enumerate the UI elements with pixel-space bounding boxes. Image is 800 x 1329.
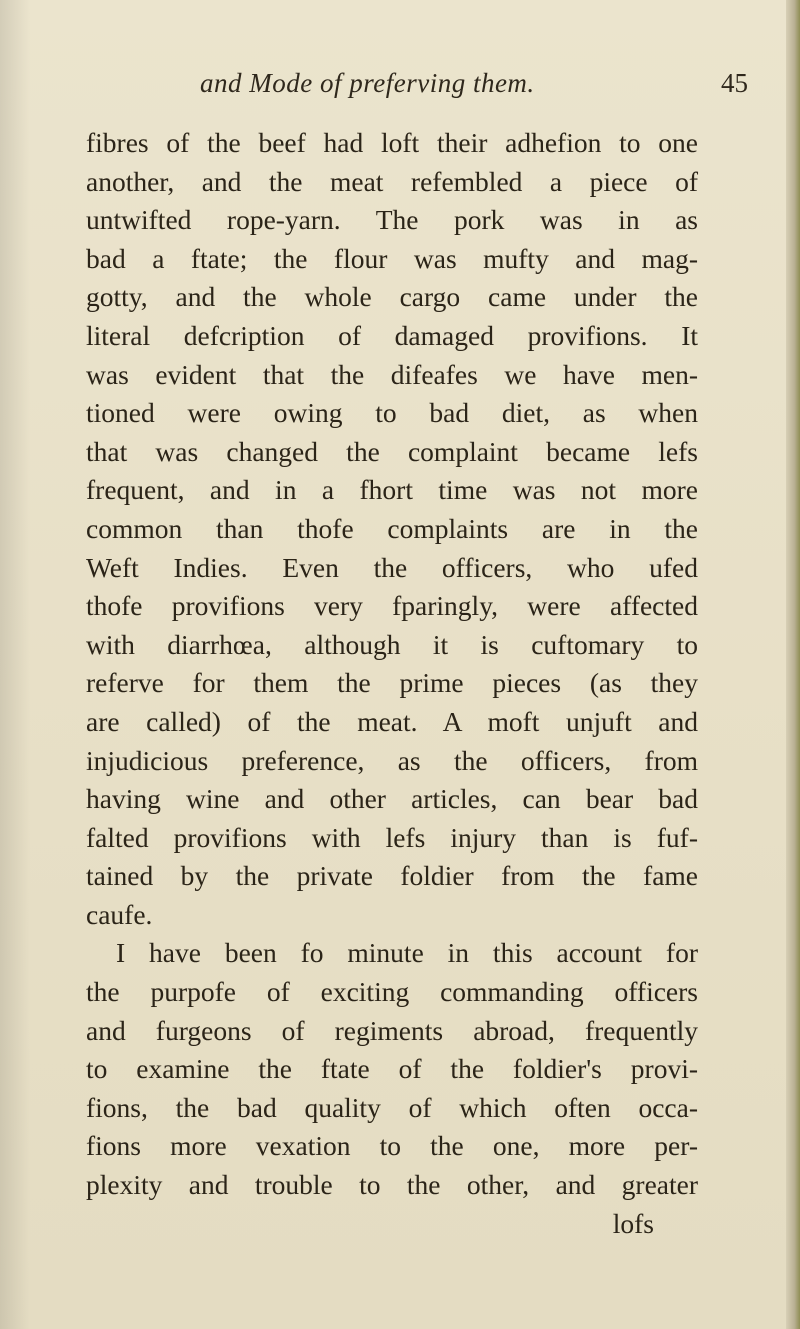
page-number: 45 (721, 68, 748, 98)
text-line: referve for them the prime pieces (as they (86, 667, 698, 699)
body-text (86, 124, 698, 1243)
text-line: thofe provifions very fparingly, were affected (86, 590, 698, 622)
text-line: the purpofe of exciting commanding officers (86, 976, 698, 1008)
text-line: Weft Indies. Even the officers, who ufed (86, 551, 698, 583)
text-line: having wine and other articles, can bear bad (86, 783, 698, 815)
text-line: injudicious preference, as the officers, from (86, 744, 698, 776)
text-line: and furgeons of regiments abroad, frequently (86, 1014, 698, 1046)
text-line: fions, the bad quality of which often occa- (86, 1091, 698, 1123)
text-line: fions more vexation to the one, more per- (86, 1130, 698, 1162)
text-line: tioned were owing to bad diet, as when (86, 397, 698, 429)
text-line: was evident that the difeafes we have men- (86, 358, 698, 390)
text-line: that was changed the complaint became lefs (86, 435, 698, 467)
text-line: tained by the private foldier from the fame (86, 860, 698, 892)
text-line: bad a ftate; the flour was mufty and mag- (86, 242, 698, 274)
text-line: plexity and trouble to the other, and greater (86, 1169, 698, 1201)
text-line: falted provifions with lefs injury than is fuf- (86, 821, 698, 853)
catchword: lofs (612, 1207, 654, 1239)
text-line: common than thofe complaints are in the (86, 512, 698, 544)
text-line: untwifted rope-yarn. The pork was in as (86, 204, 698, 236)
text-line: frequent, and in a fhort time was not more (86, 474, 698, 506)
text-line: literal defcription of damaged provifions. It (86, 319, 698, 351)
text-line: gotty, and the whole cargo came under the (86, 281, 698, 313)
page-edge (786, 0, 800, 1329)
text-line: caufe. (86, 898, 153, 930)
running-title: and Mode of preferving them. (200, 68, 535, 98)
text-line: to examine the ftate of the foldier's provi- (86, 1053, 698, 1085)
text-line: are called) of the meat. A moft unjuft and (86, 705, 698, 737)
paragraph-start-line: I have been fo minute in this account for (116, 937, 698, 969)
running-head (200, 68, 760, 118)
text-line: fibres of the beef had loft their adhefion to one (86, 127, 698, 158)
text-line: with diarrhœa, although it is cuftomary to (86, 628, 698, 660)
text-line: another, and the meat refembled a piece of (86, 165, 698, 197)
